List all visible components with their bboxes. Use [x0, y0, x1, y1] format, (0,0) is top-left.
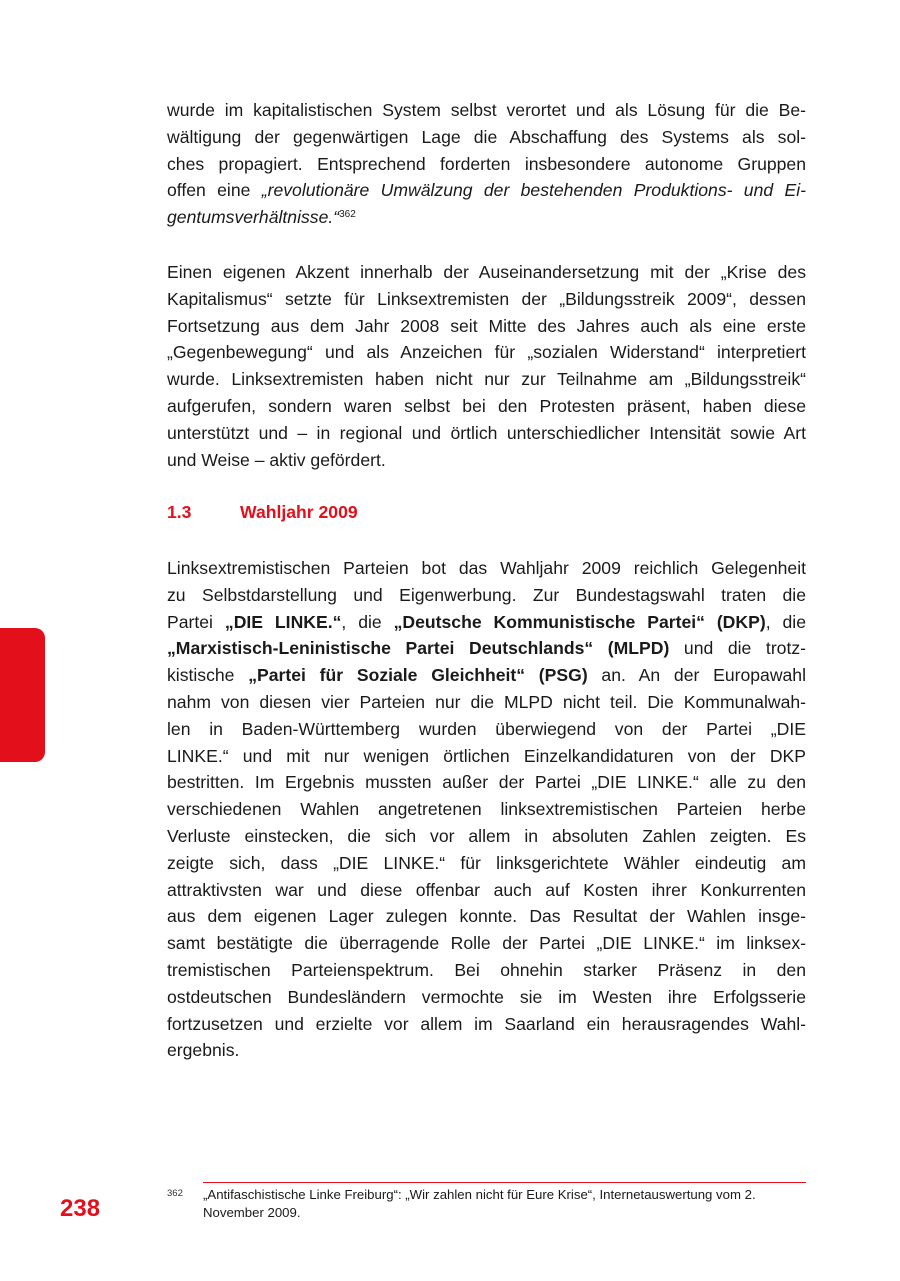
text-run: verschiedenen Wahlen angetretenen linksextremistischen Parteien herbe [167, 799, 806, 820]
text-run: len in Baden-Württemberg wurden überwiegend von der Partei „DIE [167, 718, 806, 739]
text-line [167, 850, 806, 877]
footnote-divider [203, 1182, 806, 1183]
text-line [167, 286, 806, 313]
text-line [167, 555, 806, 582]
text-run: wurde. Linksextremisten haben nicht nur zur Teilnahme am „Bildungsstreik“ [167, 369, 806, 390]
text-line [167, 124, 806, 151]
text-run: aus dem eigenen Lager zulegen konnte. Das Resultat der Wahlen insge- [167, 906, 806, 927]
italic-quote: „revolutionäre Umwälzung der bestehenden Produktions- und Ei- [261, 180, 806, 201]
text-run: an. An der Europawahl [587, 665, 807, 686]
text-line [167, 635, 806, 662]
page-number: 238 [60, 1195, 101, 1222]
text-line [167, 151, 806, 178]
text-line [167, 313, 806, 340]
text-run: samt bestätigte die überragende Rolle der Partei „DIE LINKE.“ im linksex- [167, 933, 806, 954]
text-run: wältigung der gegenwärtigen Lage die Abschaffung des Systems als sol- [167, 126, 806, 147]
text-run: „Gegenbewegung“ und als Anzeichen für „sozialen Widerstand“ interpretiert [167, 342, 806, 363]
section-number: 1.3 [167, 502, 192, 522]
footnote-mark: 362 [167, 1188, 183, 1199]
text-run: ches propagiert. Entsprechend forderten insbesondere autonome Gruppen [167, 153, 806, 174]
text-run: zeigte sich, dass „DIE LINKE.“ für linksgerichtete Wähler eindeutig am [167, 852, 806, 873]
text-run: und Weise – aktiv gefördert. [167, 449, 386, 470]
text-run: und die trotz- [669, 638, 807, 659]
text-line [167, 177, 806, 204]
italic-quote: gentumsverhältnisse.“ [167, 207, 340, 228]
text-line [167, 743, 806, 770]
text-run: , die [765, 611, 806, 632]
text-run: Verluste einstecken, die sich vor allem in absoluten Zahlen zeigten. Es [167, 825, 806, 846]
footnote-text: „Antifaschistische Linke Freiburg“: „Wir zahlen nicht für Eure Krise“, Internetauswertung vom 2. November 2009. [203, 1187, 756, 1220]
text-run: Fortsetzung aus dem Jahr 2008 seit Mitte des Jahres auch als eine erste [167, 315, 806, 336]
text-run: Einen eigenen Akzent innerhalb der Auseinandersetzung mit der „Krise des [167, 262, 806, 282]
text-line [167, 957, 806, 984]
bold-text: „DIE LINKE.“ [224, 611, 342, 632]
text-line [167, 662, 806, 689]
text-line [167, 930, 806, 957]
text-run: Partei [167, 611, 225, 632]
text-run: Kapitalismus“ setzte für Linksextremisten der „Bildungsstreik 2009“, dessen [167, 288, 806, 309]
text-line [167, 447, 806, 474]
chapter-thumb-tab [0, 628, 45, 762]
text-run: Linksextremistischen Parteien bot das Wahljahr 2009 reichlich Gelegenheit [167, 558, 806, 578]
bold-text: „Partei für Soziale Gleichheit“ (PSG) [248, 665, 588, 686]
text-line [167, 1011, 806, 1038]
text-run: ostdeutschen Bundesländern vermochte sie im Westen ihre Erfolgsserie [167, 986, 806, 1007]
paragraph-bildungsstreik [167, 259, 806, 473]
text-run: , die [341, 611, 394, 632]
text-line [167, 393, 806, 420]
text-line [167, 366, 806, 393]
text-line [167, 903, 806, 930]
section-title: Wahljahr 2009 [240, 502, 358, 522]
text-line [167, 339, 806, 366]
text-run: bestritten. Im Ergebnis mussten außer der Partei „DIE LINKE.“ alle zu den [167, 772, 806, 793]
text-line [167, 97, 806, 124]
paragraph-wahljahr [167, 555, 806, 1064]
text-run: offen eine [167, 180, 262, 201]
text-run: wurde im kapitalistischen System selbst verortet und als Lösung für die Be- [167, 100, 806, 120]
text-run: kistische [167, 665, 249, 686]
text-line [167, 769, 806, 796]
text-run: tremistischen Parteienspektrum. Bei ohnehin starker Präsenz in den [167, 959, 806, 980]
footnote-reference: 362 [339, 209, 356, 221]
text-run: fortzusetzen und erzielte vor allem im Saarland ein herausragendes Wahl- [167, 1013, 806, 1034]
bold-text: „Marxistisch-Leninistische Partei Deutschlands“ (MLPD) [167, 638, 670, 659]
bold-text: „Deutsche Kommunistische Partei“ (DKP) [393, 611, 766, 632]
text-line [167, 259, 806, 286]
text-line [167, 877, 806, 904]
text-line [167, 420, 806, 447]
text-line [167, 796, 806, 823]
text-run: zu Selbstdarstellung und Eigenwerbung. Zur Bundestagswahl traten die [167, 584, 806, 605]
text-line [167, 984, 806, 1011]
text-run: aufgerufen, sondern waren selbst bei den Protesten präsent, haben diese [167, 395, 806, 416]
section-heading [167, 502, 358, 523]
text-line [167, 689, 806, 716]
text-line [167, 204, 806, 231]
text-line [167, 1037, 806, 1064]
text-run: ergebnis. [167, 1040, 240, 1061]
paragraph-intro [167, 97, 806, 231]
text-line [167, 609, 806, 636]
text-line [167, 716, 806, 743]
text-run: nahm von diesen vier Parteien nur die MLPD nicht teil. Die Kommunalwah- [167, 691, 806, 712]
text-run: unterstützt und – in regional und örtlich unterschiedlicher Intensität sowie Art [167, 422, 806, 443]
text-run: attraktivsten war und diese offenbar auch auf Kosten ihrer Konkurrenten [167, 879, 806, 900]
text-line [167, 823, 806, 850]
text-line [167, 582, 806, 609]
text-run: LINKE.“ und mit nur wenigen örtlichen Einzelkandidaturen von der DKP [167, 745, 806, 766]
